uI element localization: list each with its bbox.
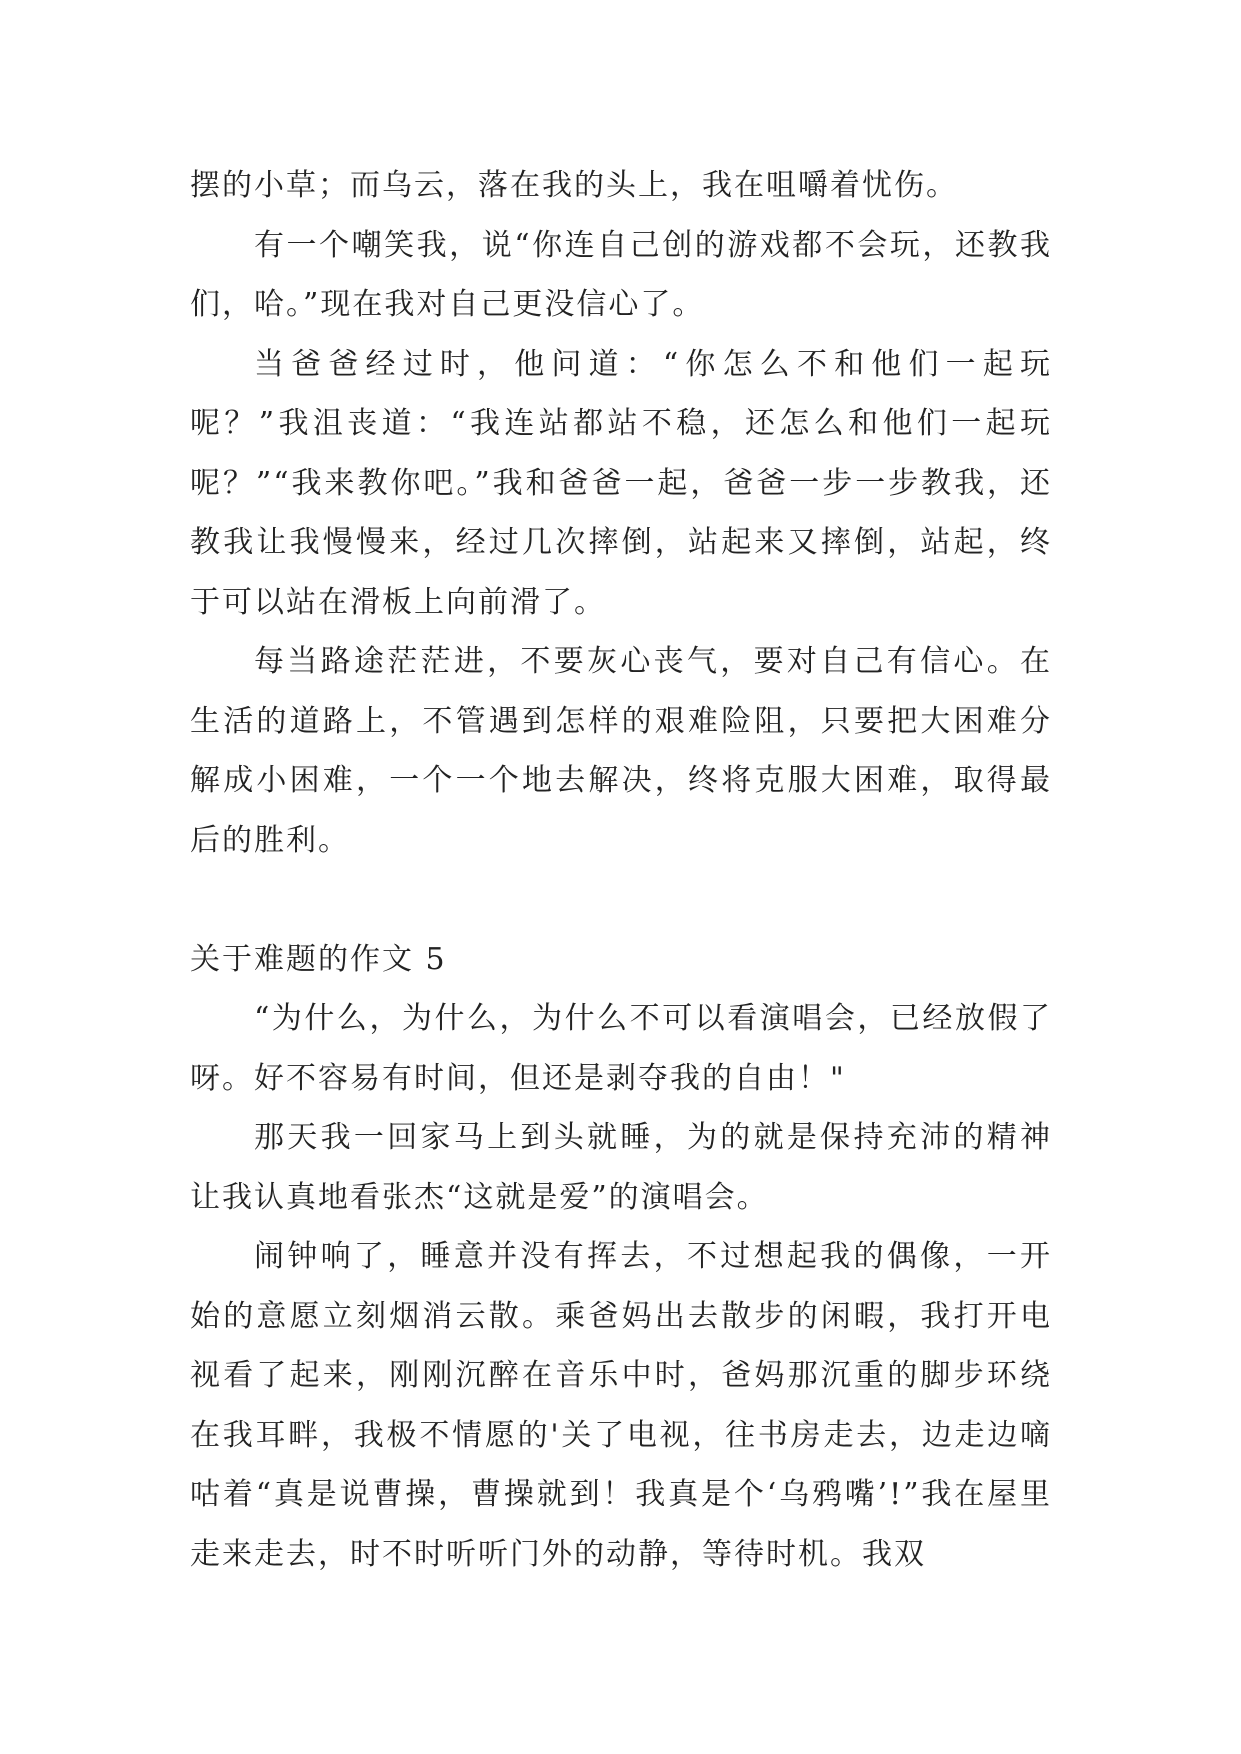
paragraph-2: 有一个嘲笑我，说“你连自己创的游戏都不会玩，还教我们，哈。”现在我对自己更没信心了。: [190, 227, 1052, 322]
paragraph-6: 那天我一回家马上到头就睡，为的就是保持充沛的精神让我认真地看张杰“这就是爱”的演唱会。: [190, 1120, 1052, 1215]
paragraph-1: 摆的小草；而乌云，落在我的头上，我在咀嚼着忧伤。: [190, 168, 958, 203]
section-title: 关于难题的作文 5: [190, 941, 447, 977]
paragraph-3: 当爸爸经过时，他问道：“你怎么不和他们一起玩呢？”我沮丧道：“我连站都站不稳，还怎么和他们一起玩呢？”“我来教你吧。”我和爸爸一起，爸爸一步一步教我，还教我让我慢慢来，经过几次摔倒，站起来又摔倒，站起，终于可以站在滑板上向前滑了。: [190, 346, 1052, 620]
paragraph-4: 每当路途茫茫进，不要灰心丧气，要对自己有信心。在生活的道路上，不管遇到怎样的艰难险阻，只要把大困难分解成小困难，一个一个地去解决，终将克服大困难，取得最后的胜利。: [190, 644, 1052, 858]
paragraph-5: “为什么，为什么，为什么不可以看演唱会，已经放假了呀。好不容易有时间，但还是剥夺我的自由！": [190, 1001, 1052, 1096]
document-body: [190, 156, 1052, 1584]
paragraph-7: 闹钟响了，睡意并没有挥去，不过想起我的偶像，一开始的意愿立刻烟消云散。乘爸妈出去散步的闲暇，我打开电视看了起来，刚刚沉醉在音乐中时，爸妈那沉重的脚步环绕在我耳畔，我极不情愿的'关了电视，往书房走去，边走边嘀咕着“真是说曹操，曹操就到！我真是个‘乌鸦嘴’!”我在屋里走来走去，时不时听听门外的动静，等待时机。我双: [190, 1239, 1052, 1572]
